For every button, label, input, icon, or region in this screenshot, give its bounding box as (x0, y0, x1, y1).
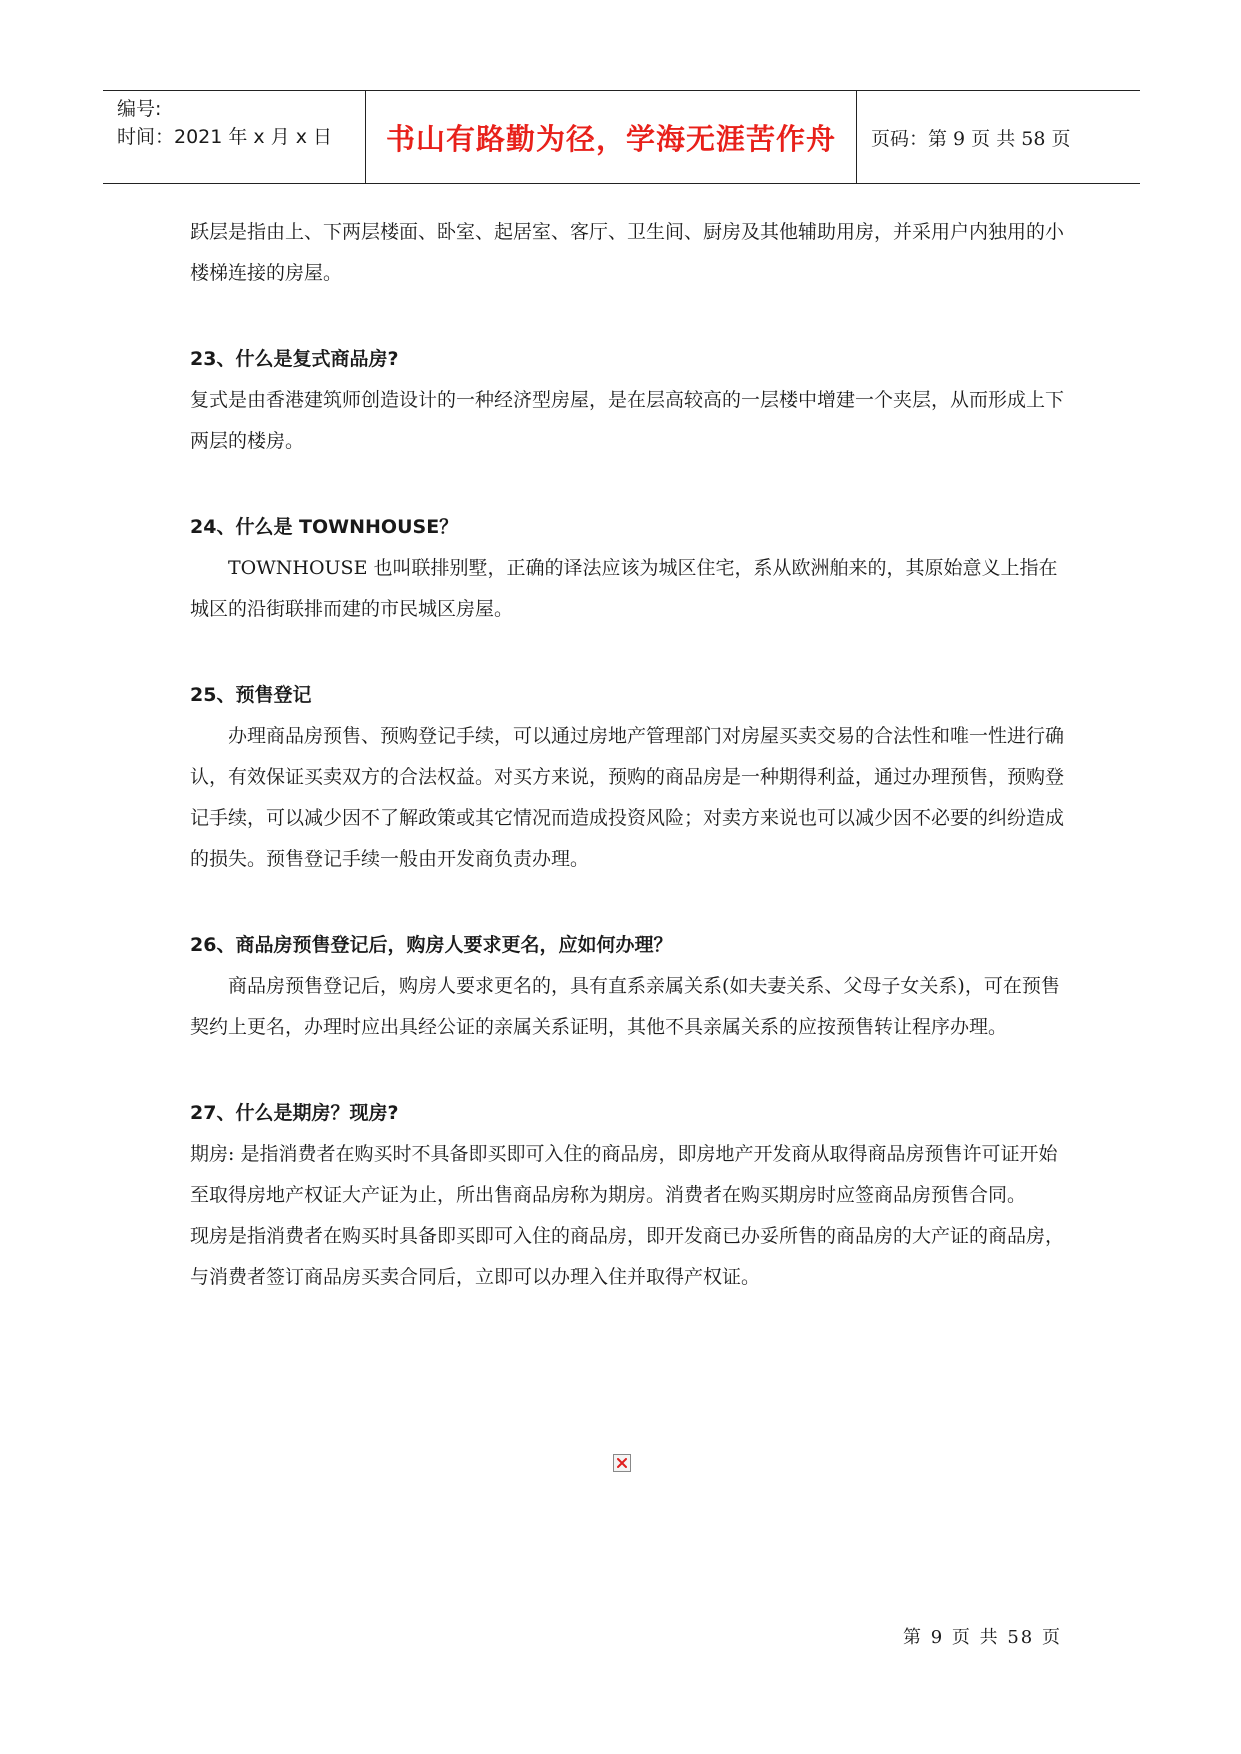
document-number-label: 编号: (117, 98, 162, 120)
page-footer: 第 9 页 共 58 页 (903, 1627, 1062, 1648)
section-heading-24: 24、什么是 TOWNHOUSE？ (190, 516, 459, 538)
section-paragraph: 商品房预售登记后，购房人要求更名的，具有直系亲属关系(如夫妻关系、父母子女关系)，可在预售契约上更名，办理时应出具经公证的亲属关系证明，其他不具亲属关系的应按预售转让程序办理。 (190, 975, 1060, 1038)
section-heading-23: 23、什么是复式商品房? (190, 348, 399, 370)
section-paragraph: TOWNHOUSE 也叫联排别墅，正确的译法应该为城区住宅，系从欧洲舶来的，其原始意义上指在城区的沿街联排而建的市民城区房屋。 (190, 557, 1058, 620)
broken-image-icon (613, 1454, 631, 1472)
section-paragraph: 期房: 是指消费者在购买时不具备即买即可入住的商品房，即房地产开发商从取得商品房预售许可证开始至取得房地产权证大产证为止，所出售商品房称为期房。消费者在购买期房时应签商品房预售合同。 (190, 1143, 1058, 1206)
header-page-label: 页码：第 9 页 共 58 页 (871, 127, 1071, 150)
document-body (190, 212, 1070, 1298)
section-heading-25: 25、预售登记 (190, 684, 312, 706)
section-paragraph: 复式是由香港建筑师创造设计的一种经济型房屋，是在层高较高的一层楼中增建一个夹层，从而形成上下两层的楼房。 (190, 389, 1065, 452)
header-motto: 书山有路勤为径，学海无涯苦作舟 (366, 91, 857, 183)
section-paragraph: 现房是指消费者在购买时具备即买即可入住的商品房，即开发商已办妥所售的商品房的大产证的商品房，与消费者签订商品房买卖合同后，立即可以办理入住并取得产权证。 (190, 1225, 1065, 1288)
header-meta (103, 91, 366, 183)
page-header (103, 90, 1140, 184)
document-time-label: 时间：2021 年 x 月 x 日 (117, 126, 333, 148)
section-heading-26: 26、商品房预售登记后，购房人要求更名，应如何办理？ (190, 934, 673, 956)
intro-paragraph: 跃层是指由上、下两层楼面、卧室、起居室、客厅、卫生间、厨房及其他辅助用房，并采用户内独用的小楼梯连接的房屋。 (190, 221, 1065, 284)
section-heading-27: 27、什么是期房？现房? (190, 1102, 399, 1124)
section-paragraph: 办理商品房预售、预购登记手续，可以通过房地产管理部门对房屋买卖交易的合法性和唯一性进行确认，有效保证买卖双方的合法权益。对买方来说，预购的商品房是一种期得利益，通过办理预售，预购登记手续，可以减少因不了解政策或其它情况而造成投资风险；对卖方来说也可以减少因不必要的纠纷造成的损失。预售登记手续一般由开发商负责办理。 (190, 725, 1065, 870)
